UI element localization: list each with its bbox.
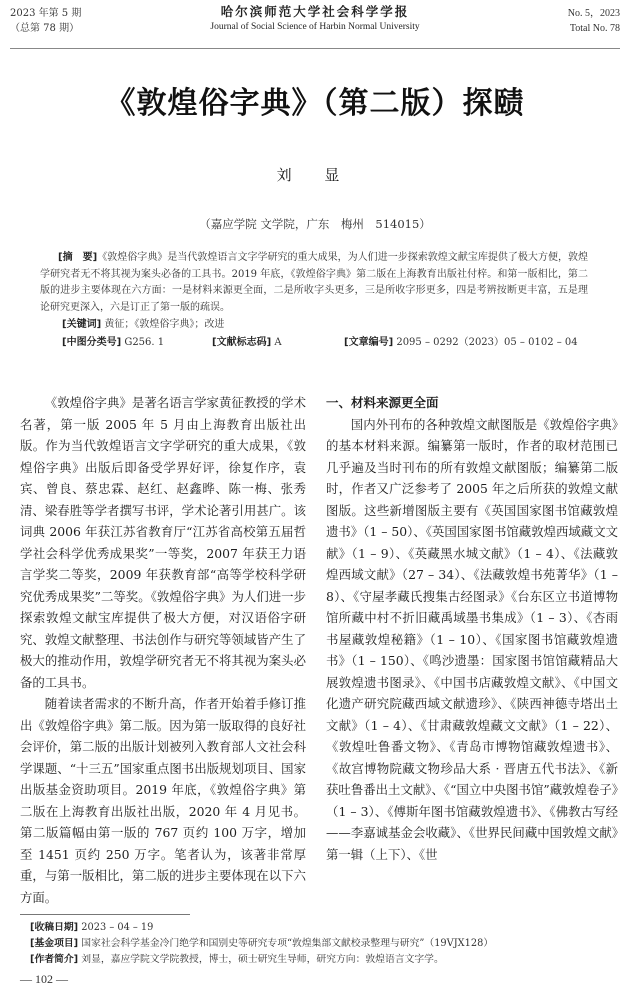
header-total-cn: （总第 78 期） [10,23,80,34]
doc-code-value: A [274,336,282,348]
clc-label: [中图分类号] [62,336,122,348]
footnote-received-date [30,920,618,936]
footnote-author-bio [30,952,618,968]
clc-value: G256. 1 [124,336,165,348]
body-paragraph: 《敦煌俗字典》是著名语言学家黄征教授的学术名著，第一版 2005 年 5 月由上海教育出版社出版。作为当代敦煌语言文字学研究的重大成果，《敦煌俗字典》出版后即备受学界好评，徐复作序，袁宾、曾良、蔡忠霖、赵红、赵鑫晔、陈一梅、张秀清、梁春胜等学者撰写书评，学术论著引用甚广。该词典 2006 年获江苏省教育厅“江苏省高校第五届哲学社会科学优秀成果奖”一等奖，2007 年获王力语言学奖二等奖，2009 年获教育部“高等学校科学研究优秀成果奖”二等奖。《敦煌俗字典》为人们进一步探索敦煌文献宝库提供了极大方便，对汉语俗字研究、敦煌文献整理、书法创作与研究等领域皆产生了极大的推动作用，敦煌学研究者无不将其视为案头必备的工具书。 [20,395,306,690]
article-number-label: [文章编号] [344,336,394,348]
classification-row [62,335,588,352]
article-number-field [344,335,578,352]
footnote-text: 刘显，嘉应学院文学院教授，博士，硕士研究生导师，研究方向：敦煌语言文字学。 [81,954,444,965]
body-column-left [20,392,306,908]
body-and-notes [20,392,618,987]
doc-code-field [212,335,344,352]
footnote-label: [基金项目] [30,938,79,949]
body-column-right [326,392,618,865]
section-heading: 一、材料来源更全面 [326,395,439,410]
header-total-en: Total No. 78 [569,23,620,34]
front-matter [40,250,588,351]
article-title: 《敦煌俗字典》（第二版）探赜 [105,86,525,121]
article-author: 刘 显 [276,166,354,184]
journal-name-cn: 哈尔滨师范大学社会科学学报 [220,4,410,19]
keywords-text: 黄征；《敦煌俗字典》；改进 [104,319,225,330]
header-issue-info [10,6,81,36]
author-affiliation: （嘉应学院 文学院，广东 梅州 514015） [199,217,431,231]
page-number: — 102 — [20,972,68,986]
keywords-row [62,317,588,334]
header-issue-cn: 2023 年第 5 期 [10,8,82,19]
header-issue-en: No. 5，2023 [567,8,620,19]
footnote-text: 2023 – 04 – 19 [81,922,154,933]
journal-name-en: Journal of Social Science of Harbin Normal University [210,22,420,32]
keywords-label: [关键词] [62,319,102,330]
abstract-label: [摘 要] [58,252,98,263]
header-issue-info-en [568,6,620,36]
body-columns [20,392,618,908]
abstract-text: 《敦煌俗字典》是当代敦煌语言文字学研究的重大成果，为人们进一步探索敦煌文献宝库提供了极大方便，敦煌学研究者无不将其视为案头必备的工具书。2019 年底，《敦煌俗字典》第二版在上海教育出版社付梓。和第一版相比，第二版的进步主要体现在六方面：一是材料来源更全面，二是所收字头更多，三是所收字形更多，四是考辨按断更丰富，五是理论研究更深入，六是订正了第一版的疏误。 [40,252,589,313]
header-divider [10,48,620,49]
body-paragraph: 随着读者需求的不断升高，作者开始着手修订推出《敦煌俗字典》第二版。因为第一版取得的良好社会评价，第二版的出版计划被列入教育部人文社会科学课题、“十三五”国家重点图书出版规划项目、国家出版基金资助项目。2019 年底，《敦煌俗字典》第二版在上海教育出版社出版，2020 年 4 月见书。第二版篇幅由第一版的 767 页约 100 万字，增加至 1451 页约 250 万字。笔者认为，该著非常厚重，与第一版相比，第二版的进步主要体现在以下六方面。 [20,696,306,905]
footnotes [20,920,618,968]
footnote-funding [30,936,618,952]
footnote-label: [收稿日期] [30,922,79,933]
footnote-divider [20,914,190,915]
doc-code-label: [文献标志码] [212,336,272,348]
article-number-value: 2095 – 0292（2023）05 – 0102 – 04 [396,336,578,348]
journal-masthead [140,4,490,34]
body-paragraph: 国内外刊布的各种敦煌文献图版是《敦煌俗字典》的基本材料来源。编纂第一版时，作者的取材范围已几乎遍及当时刊布的所有敦煌文献图版；编纂第二版时，作者又广泛参考了 2005 年之后所获的敦煌文献图版。这些新增图版主要有《英国国家图书馆藏敦煌遗书》（1 – 50）、《英国国家图书馆藏敦煌西域藏文文献》（1 – 9）、《英藏黑水城文献》（1 – 4）、《法藏敦煌西域文献》（27 – 34）、《法藏敦煌书苑菁华》（1 – 8）、《守屋孝藏氏搜集古经图录》《台东区立书道博物馆所藏中村不折旧藏禹域墨书集成》（1 – 3）、《杏雨书屋藏敦煌秘籍》（1 – 10）、《国家图书馆藏敦煌遗书》（1 – 150）、《鸣沙遗墨：国家图书馆馆藏精品大展敦煌遗书图录》、《中国书店藏敦煌文献》、《中国文化遗产研究院藏西域文献遗珍》、《陕西神德寺塔出土文献》（1 – 4）、《甘肃藏敦煌藏文文献》（1 – 22）、《敦煌吐鲁番文物》、《青岛市博物馆藏敦煌遗书》、《故宫博物院藏文物珍品大系 · 晋唐五代书法》、《新获吐鲁番出土文献》、《“国立中央图书馆”藏敦煌卷子》（1 – 3）、《傅斯年图书馆藏敦煌遗书》、《佛教古写经——李嘉诚基金会收藏》、《世界民间藏中国敦煌文献》第一辑（上下）、《世 [326,416,618,862]
footnote-label: [作者简介] [30,954,79,965]
abstract-block [40,250,588,316]
abstract-paragraph [40,250,588,316]
footnote-text: 国家社会科学基金冷门绝学和国别史等研究专项“敦煌集部文献校录整理与研究”（19VJX128） [81,938,494,949]
clc-field [62,335,212,352]
